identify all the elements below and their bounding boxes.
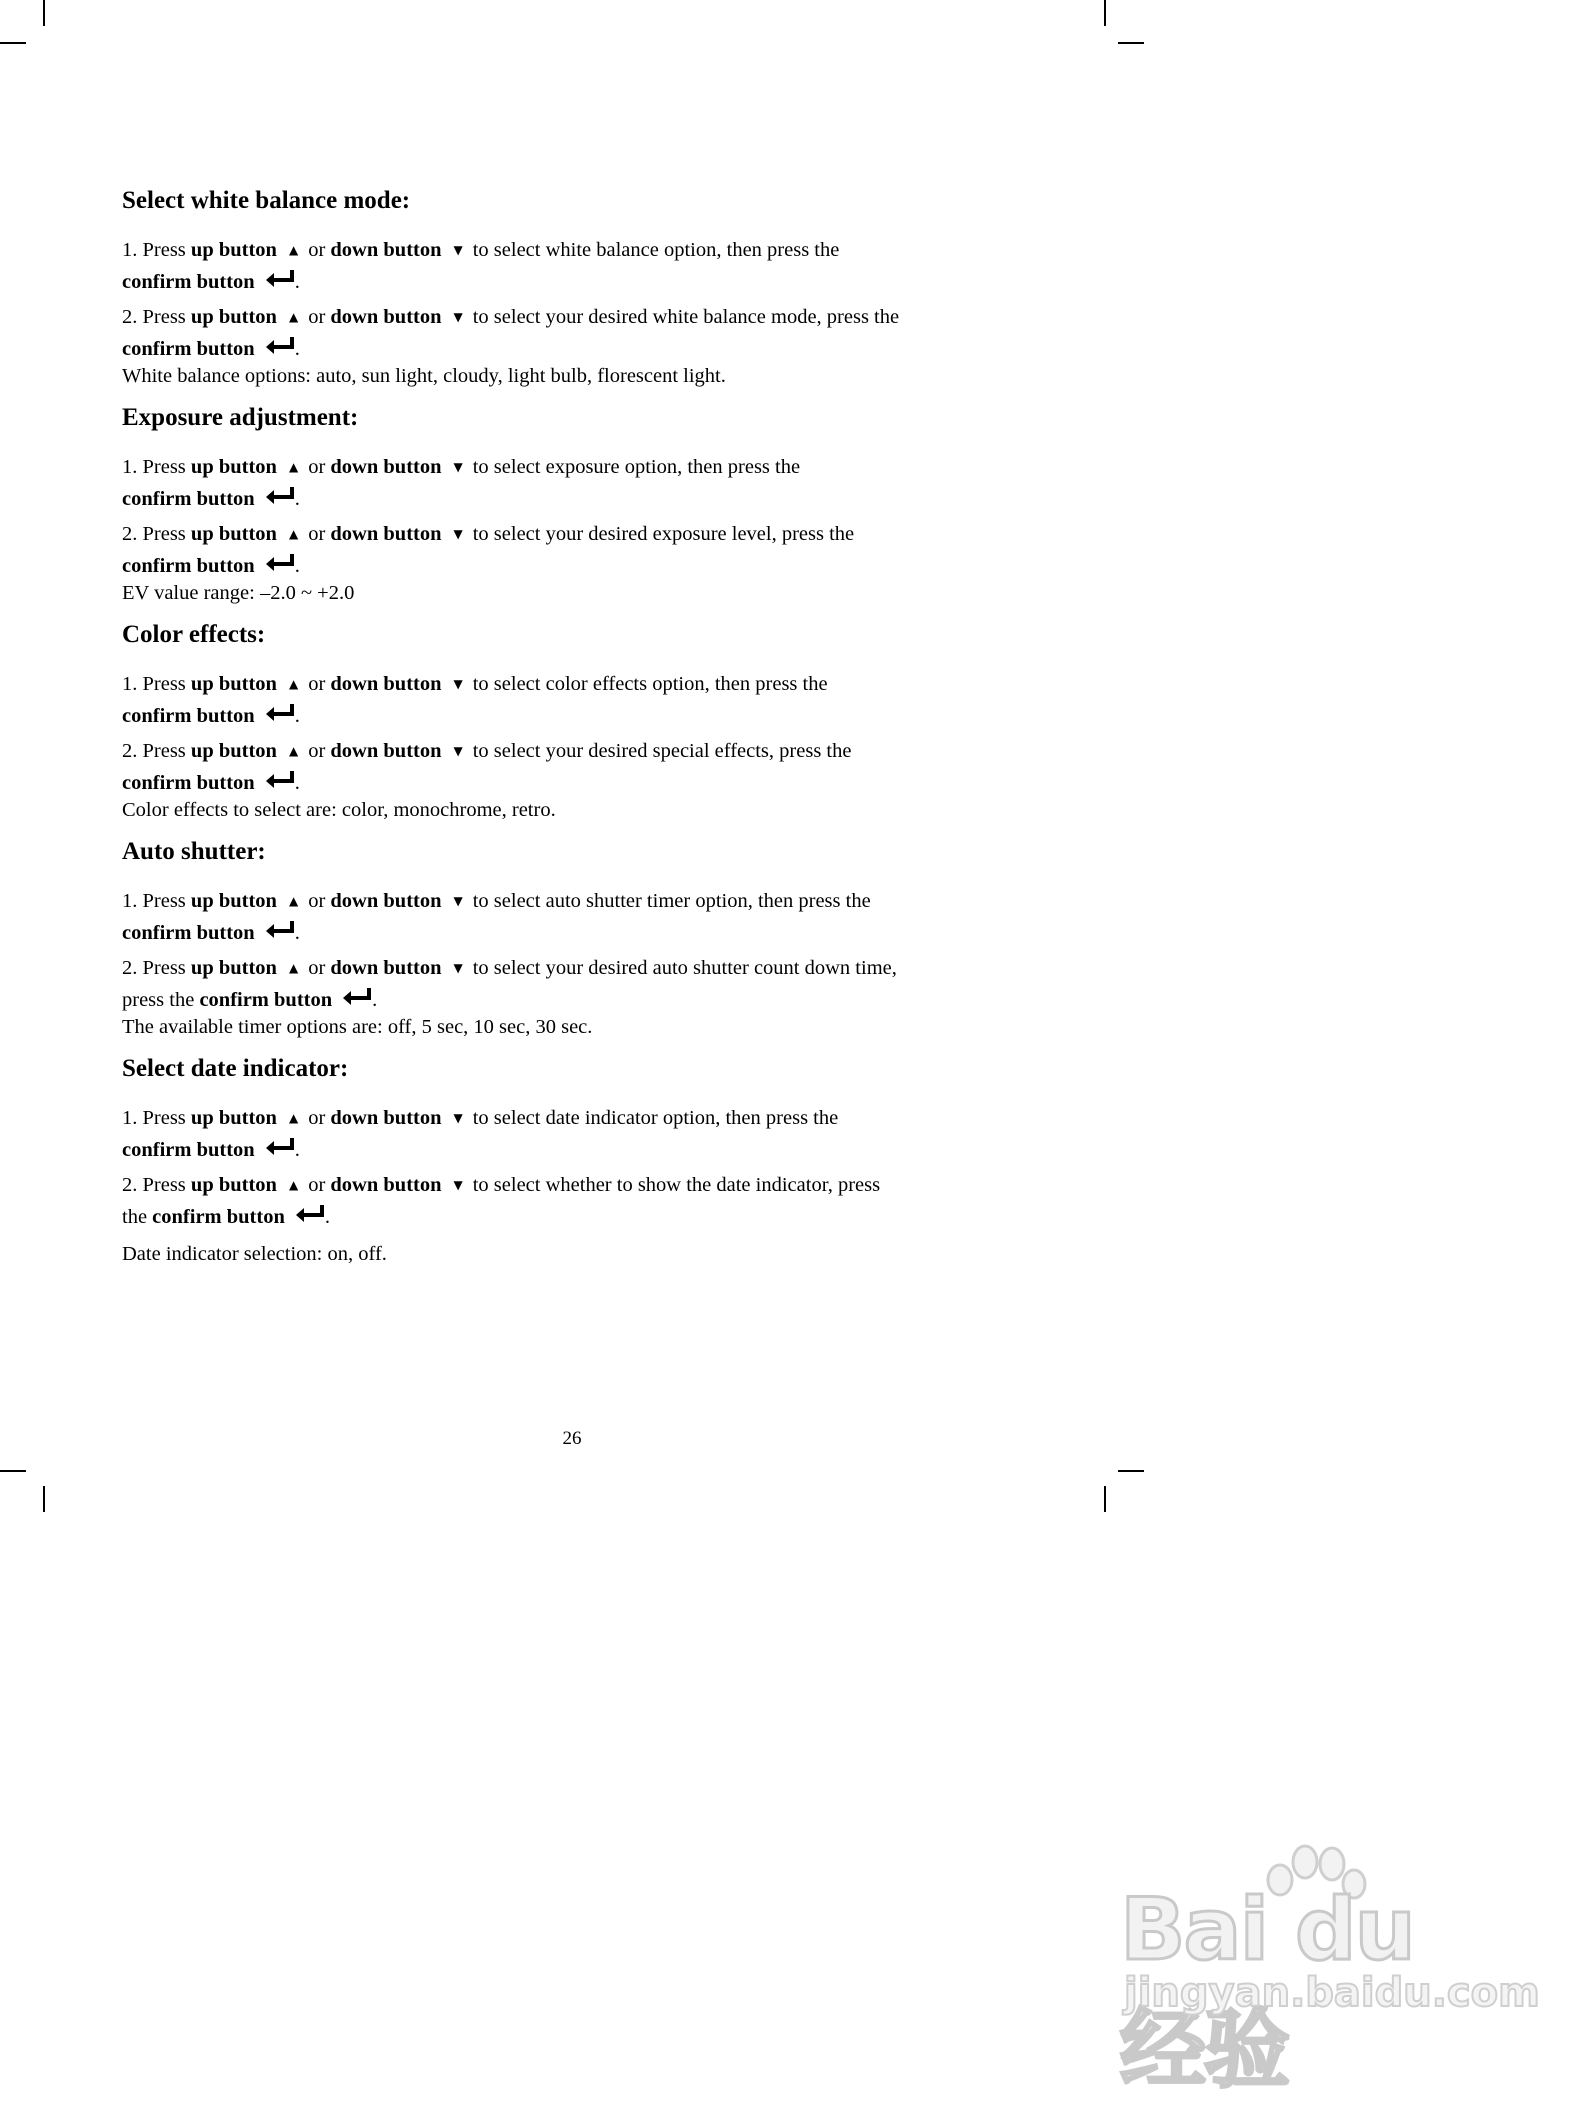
- up-triangle-icon: ▲: [288, 310, 299, 324]
- down-triangle-icon: ▼: [453, 243, 463, 257]
- up-triangle-icon: ▲: [288, 1178, 299, 1192]
- down-triangle-icon: ▼: [453, 460, 463, 474]
- section-note: Color effects to select are: color, monochrome, retro.: [122, 799, 556, 821]
- section-note: The available timer options are: off, 5 sec, 10 sec, 30 sec.: [122, 1016, 593, 1038]
- enter-arrow-icon: [295, 1204, 325, 1226]
- section-title: Auto shutter:: [122, 838, 266, 865]
- section-title: Select date indicator:: [122, 1055, 349, 1082]
- up-triangle-icon: ▲: [288, 677, 299, 691]
- down-triangle-icon: ▼: [453, 1178, 463, 1192]
- watermark-brand: Bai du 经验: [1120, 1880, 1414, 2100]
- enter-arrow-icon: [265, 486, 295, 508]
- up-triangle-icon: ▲: [288, 243, 299, 257]
- crop-mark: [1118, 42, 1144, 44]
- crop-mark: [1104, 1486, 1106, 1512]
- enter-arrow-icon: [265, 269, 295, 291]
- down-triangle-icon: ▼: [453, 1111, 463, 1125]
- step-item: 2. Press up button ▲ or down button ▼ to select your desired exposure level, press the confirm button .: [122, 518, 1012, 582]
- crop-mark: [43, 1486, 45, 1512]
- crop-mark: [0, 1470, 26, 1472]
- step-item: 1. Press up button ▲ or down button ▼ to select color effects option, then press the confirm button .: [122, 668, 1012, 732]
- enter-arrow-icon: [265, 336, 295, 358]
- down-triangle-icon: ▼: [453, 677, 463, 691]
- enter-arrow-icon: [265, 920, 295, 942]
- step-item: 2. Press up button ▲ or down button ▼ to select your desired white balance mode, press the confirm button .: [122, 301, 1012, 365]
- up-triangle-icon: ▲: [288, 961, 299, 975]
- step-item: 1. Press up button ▲ or down button ▼ to select exposure option, then press the confirm button .: [122, 451, 1012, 515]
- step-item: 2. Press up button ▲ or down button ▼ to select whether to show the date indicator, press the confirm button .: [122, 1169, 1012, 1233]
- section-title: Exposure adjustment:: [122, 404, 359, 431]
- section-white-balance: [122, 186, 1012, 389]
- crop-mark: [0, 42, 26, 44]
- down-triangle-icon: ▼: [453, 894, 463, 908]
- enter-arrow-icon: [265, 553, 295, 575]
- section-title: Select white balance mode:: [122, 187, 411, 214]
- baidu-watermark: [1110, 1840, 1540, 2100]
- enter-arrow-icon: [265, 770, 295, 792]
- down-triangle-icon: ▼: [453, 527, 463, 541]
- up-triangle-icon: ▲: [288, 527, 299, 541]
- enter-arrow-icon: [342, 987, 372, 1009]
- watermark-url: jingyan.baidu.com: [1124, 1970, 1540, 2016]
- step-item: 2. Press up button ▲ or down button ▼ to select your desired special effects, press the confirm button .: [122, 735, 1012, 799]
- section-title: Color effects:: [122, 621, 266, 648]
- section-note: Date indicator selection: on, off.: [122, 1243, 387, 1265]
- section-exposure: [122, 403, 1012, 606]
- step-item: 1. Press up button ▲ or down button ▼ to select auto shutter timer option, then press the confirm button .: [122, 885, 1012, 949]
- page-number: 26: [562, 1428, 582, 1449]
- manual-page-content: [122, 186, 1012, 1281]
- section-auto-shutter: [122, 837, 1012, 1040]
- section-color-effects: [122, 620, 1012, 823]
- crop-mark: [43, 0, 45, 26]
- step-item: 1. Press up button ▲ or down button ▼ to select date indicator option, then press the confirm button .: [122, 1102, 1012, 1166]
- down-triangle-icon: ▼: [453, 310, 463, 324]
- up-triangle-icon: ▲: [288, 744, 299, 758]
- section-note: White balance options: auto, sun light, cloudy, light bulb, florescent light.: [122, 365, 726, 387]
- crop-mark: [1118, 1470, 1144, 1472]
- enter-arrow-icon: [265, 703, 295, 725]
- crop-mark: [1104, 0, 1106, 26]
- section-note: EV value range: –2.0 ~ +2.0: [122, 582, 355, 604]
- step-item: 1. Press up button ▲ or down button ▼ to select white balance option, then press the confirm button .: [122, 234, 1012, 298]
- down-triangle-icon: ▼: [453, 744, 463, 758]
- enter-arrow-icon: [265, 1137, 295, 1159]
- up-triangle-icon: ▲: [288, 1111, 299, 1125]
- section-date-indicator: [122, 1054, 1012, 1267]
- up-triangle-icon: ▲: [288, 894, 299, 908]
- up-triangle-icon: ▲: [288, 460, 299, 474]
- step-item: 2. Press up button ▲ or down button ▼ to select your desired auto shutter count down time, press the confirm button .: [122, 952, 1012, 1016]
- down-triangle-icon: ▼: [453, 961, 463, 975]
